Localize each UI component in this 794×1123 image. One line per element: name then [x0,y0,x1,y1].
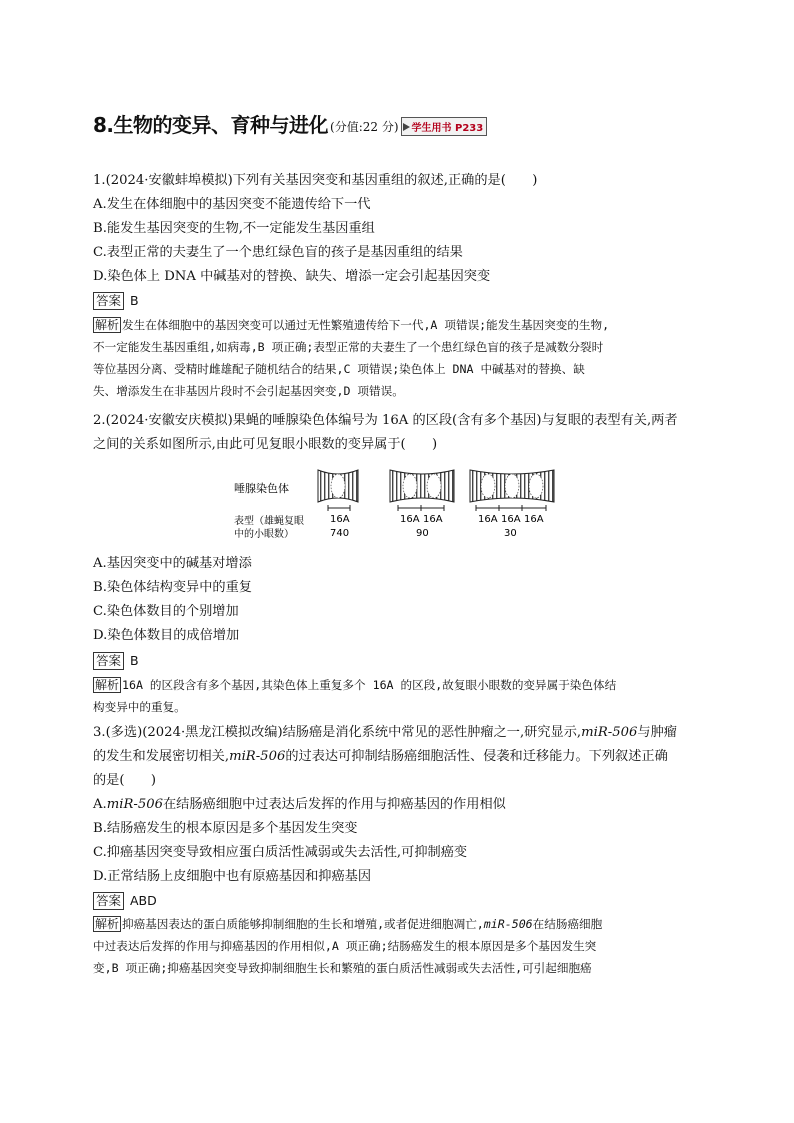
segment-label-16a: 16A [400,514,420,525]
gene-name: miR-506 [581,725,638,740]
q2-option-d: D.染色体数目的成倍增加 [93,628,240,643]
q3-analysis-tag: 解析 [95,917,120,931]
q3-stem-line3: 的是( ) [93,773,157,788]
q2-answer-tag: 答案 [93,652,124,670]
q1-analysis-line: 发生在体细胞中的基因突变可以通过无性繁殖遗传给下一代,A 项错误;能发生基因突变的生物, [122,318,610,332]
gene-name: miR-506 [483,917,533,931]
chromosome-3 [470,470,554,511]
row-label-phenotype-2: 中的小眼数） [234,529,294,540]
q1-answer: B [130,293,139,308]
arrow-right-icon [403,123,410,131]
segment-label-16a: 16A [524,514,544,525]
q3-stem-line1: 3.(多选)(2024·黑龙江模拟改编)结肠癌是消化系统中常见的恶性肿瘤之一,研究显示,miR-506与肿瘤 [93,725,677,740]
q3-answer: ABD [130,893,157,908]
student-book-badge[interactable] [401,117,488,136]
q3-option-a: A.miR-506在结肠癌细胞中过表达后发挥的作用与抑癌基因的作用相似 [93,797,506,812]
q1-analysis-line: 失、增添发生在非基因片段时不会引起基因突变,D 项错误。 [93,384,404,398]
q1-option-a: A.发生在体细胞中的基因突变不能遗传给下一代 [93,197,371,212]
q2-stem-line2: 之间的关系如图所示,由此可见复眼小眼数的变异属于( ) [93,437,438,452]
q1-analysis-line: 不一定能发生基因重组,如病毒,B 项正确;表型正常的夫妻生了一个患红绿色盲的孩子是减数分裂时 [93,340,604,354]
q1-analysis [93,314,705,402]
q2-analysis [93,674,705,718]
q3-analysis-line: 中过表达后发挥的作用与抑癌基因的作用相似,A 项正确;结肠癌发生的根本原因是多个基因发生突 [93,939,597,953]
row-label-salivary-chromosome: 唾腺染色体 [234,482,289,495]
q2-answer: B [130,653,139,668]
q2-stem-line1: 2.(2024·安徽安庆模拟)果蝇的唾腺染色体编号为 16A 的区段(含有多个基因)与复眼的表型有关,两者 [93,413,678,428]
ommatidia-count-2: 90 [416,528,429,539]
q3-option-c: C.抑癌基因突变导致相应蛋白质活性减弱或失去活性,可抑制癌变 [93,845,468,860]
gene-name: miR-506 [229,749,286,764]
chromosome-2 [390,470,454,511]
ommatidia-count-3: 30 [504,528,517,539]
q1-answer-tag: 答案 [93,292,124,310]
segment-label-16a: 16A [423,514,443,525]
q2-option-a: A.基因突变中的碱基对增添 [93,556,252,571]
q3-option-d: D.正常结肠上皮细胞中也有原癌基因和抑癌基因 [93,869,372,884]
chromosome-figure [232,462,562,550]
segment-label-16a: 16A [330,514,350,525]
q3-analysis-line: 变,B 项正确;抑癌基因突变导致抑制细胞生长和繁殖的蛋白质活性减弱或失去活性,可引起细胞癌 [93,961,592,975]
row-label-phenotype-1: 表型（雄蝇复眼 [234,516,304,527]
q2-option-b: B.染色体结构变异中的重复 [93,580,252,595]
q1-analysis-tag: 解析 [95,318,120,332]
q2-analysis-line: 构变异中的重复。 [93,700,186,714]
badge-label: 学生用书 P233 [411,123,484,134]
q2-analysis-tag: 解析 [95,678,120,692]
q3-answer-tag: 答案 [93,892,124,910]
q2-analysis-line: 16A 的区段含有多个基因,其染色体上重复多个 16A 的区段,故复眼小眼数的变异属于染色体结 [122,678,617,692]
ommatidia-count-1: 740 [330,528,350,539]
q2-option-c: C.染色体数目的个别增加 [93,604,239,619]
segment-label-16a: 16A [501,514,521,525]
q3-option-b: B.结肠癌发生的根本原因是多个基因发生突变 [93,821,358,836]
q1-stem: 1.(2024·安徽蚌埠模拟)下列有关基因突变和基因重组的叙述,正确的是( ) [93,173,538,188]
q1-option-c: C.表型正常的夫妻生了一个患红绿色盲的孩子是基因重组的结果 [93,245,463,260]
section-title: 8.生物的变异、育种与进化 [93,113,329,137]
q3-stem-line2: 的发生和发展密切相关,miR-506的过表达可抑制结肠癌细胞活性、侵袭和迁移能力。下列叙述正确 [93,749,668,764]
score-note: (分值:22 分) [330,120,399,134]
chromosome-1 [318,470,358,511]
q3-analysis: 解析 抑癌基因表达的蛋白质能够抑制细胞的生长和增殖,或者促进细胞凋亡,miR-506在结肠癌细胞 中过表达后发挥的作用与抑癌基因的作用相似,A 项正确;结肠癌发生的根本原因是多个基因发生突 变,B 项正确;抑癌基因突变导致抑制细胞生长和繁殖的蛋白质活性减弱或失去活性,可引起细胞癌 [93,913,705,979]
q1-option-d: D.染色体上 DNA 中碱基对的替换、缺失、增添一定会引起基因突变 [93,269,491,284]
q1-analysis-line: 等位基因分离、受精时雌雄配子随机结合的结果,C 项错误;染色体上 DNA 中碱基对的替换、缺 [93,362,585,376]
q1-option-b: B.能发生基因突变的生物,不一定能发生基因重组 [93,221,375,236]
segment-label-16a: 16A [478,514,498,525]
section-header [93,108,487,138]
gene-name: miR-506 [106,797,163,812]
